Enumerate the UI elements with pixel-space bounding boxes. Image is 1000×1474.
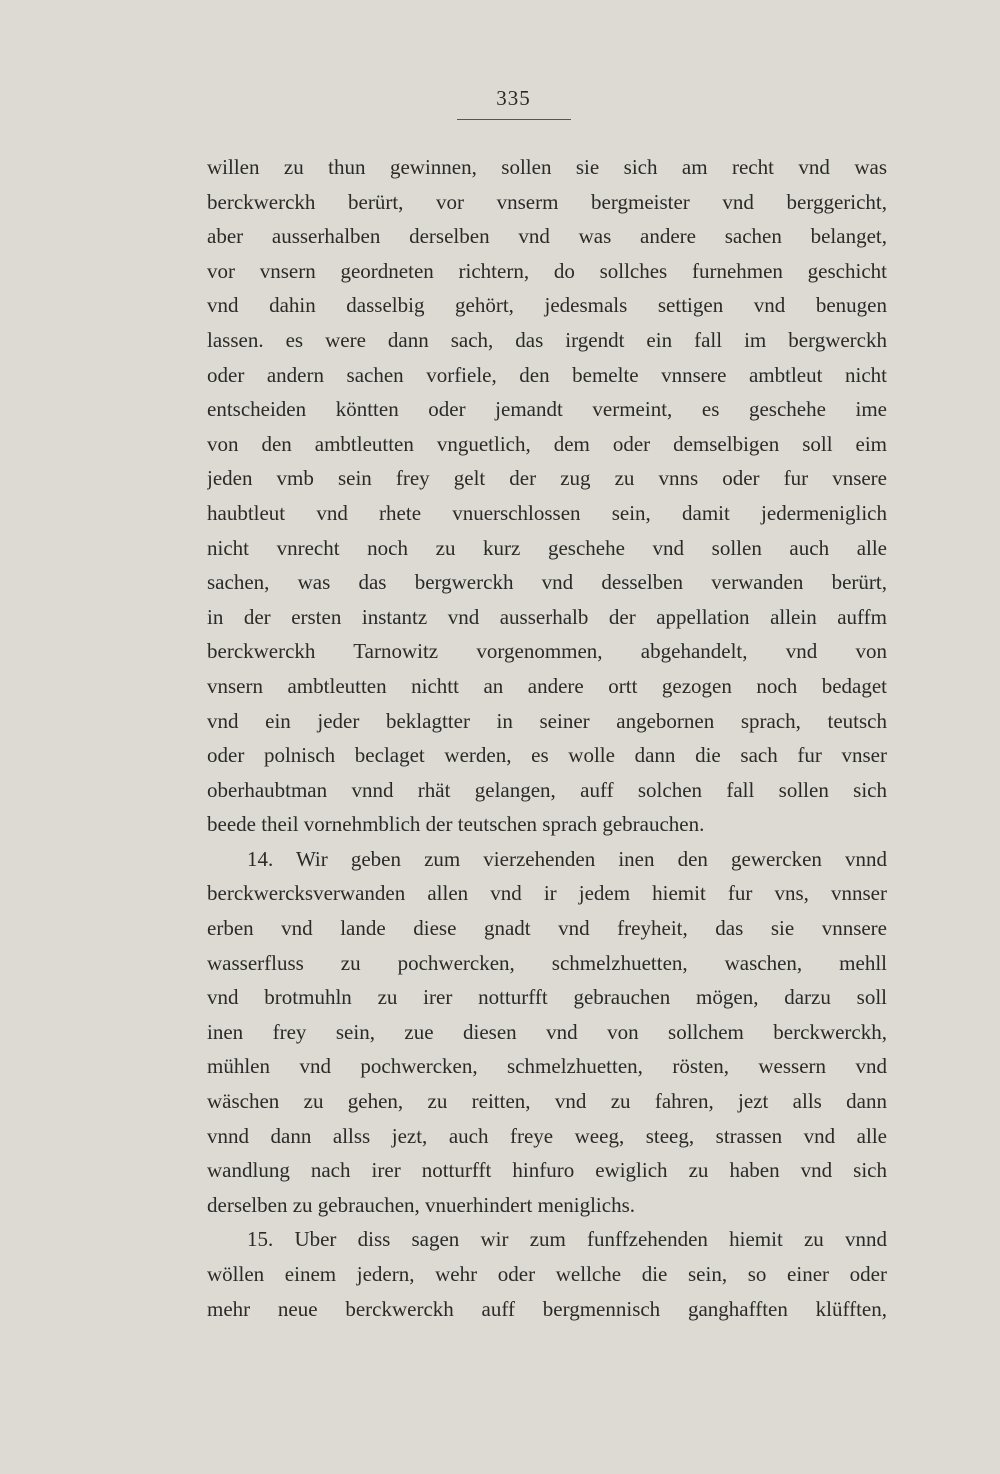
text-line: vnnd dann allss jezt, auch freye weeg, steeg, strassen vnd alle [207, 1123, 887, 1148]
text-line: oder polnisch beclaget werden, es wolle dann die sach fur vnser [207, 743, 887, 768]
page-number-rule [457, 119, 571, 120]
text-line: vnd ein jeder beklagtter in seiner angebornen sprach, teutsch [207, 708, 887, 733]
text-line: jeden vmb sein frey gelt der zug zu vnns oder fur vnsere [207, 466, 887, 491]
text-line: wandlung nach irer notturfft hinfuro ewiglich zu haben vnd sich [207, 1158, 887, 1183]
text-line: erben vnd lande diese gnadt vnd freyheit, das sie vnnsere [207, 916, 887, 941]
text-line: oberhaubtman vnnd rhät gelangen, auff solchen fall sollen sich [207, 777, 887, 802]
text-line: mühlen vnd pochwercken, schmelzhuetten, rösten, wessern vnd [207, 1054, 887, 1079]
text-line: berckwerckh berürt, vor vnserm bergmeister vnd berggericht, [207, 189, 887, 214]
text-line: wasserfluss zu pochwercken, schmelzhuetten, waschen, mehll [207, 950, 887, 975]
text-line: in der ersten instantz vnd ausserhalb der appellation allein auffm [207, 604, 887, 629]
body-text [207, 150, 887, 1326]
text-line: beede theil vornehmblich der teutschen sprach gebrauchen. [207, 812, 705, 837]
text-line: lassen. es were dann sach, das irgendt ein fall im bergwerckh [207, 327, 887, 352]
page-number: 335 [496, 86, 531, 110]
text-line: inen frey sein, zue diesen vnd von sollchem berckwerckh, [207, 1019, 887, 1044]
text-line: mehr neue berckwerckh auff bergmennisch ganghafften klüfften, [207, 1296, 887, 1321]
text-line: derselben zu gebrauchen, vnuerhindert meniglichs. [207, 1192, 636, 1217]
text-line: nicht vnrecht noch zu kurz geschehe vnd sollen auch alle [207, 535, 887, 560]
text-line: sachen, was das bergwerckh vnd desselben verwanden berürt, [207, 570, 887, 595]
text-line: vnsern ambtleutten nichtt an andere ortt gezogen noch bedaget [207, 673, 887, 698]
text-line: aber ausserhalben derselben vnd was andere sachen belanget, [207, 224, 887, 249]
text-line: haubtleut vnd rhete vnuerschlossen sein, damit jedermeniglich [207, 500, 887, 525]
text-line: willen zu thun gewinnen, sollen sie sich am recht vnd was [207, 155, 887, 179]
text-line: vor vnsern geordneten richtern, do sollches furnehmen geschicht [207, 258, 887, 283]
text-line: oder andern sachen vorfiele, den bemelte vnnsere ambtleut nicht [207, 362, 887, 387]
text-line: berckwerckh Tarnowitz vorgenommen, abgehandelt, vnd von [207, 639, 887, 664]
text-line: 15. Uber diss sagen wir zum funffzehenden hiemit zu vnnd [247, 1227, 887, 1252]
text-line: 14. Wir geben zum vierzehenden inen den gewercken vnnd [247, 846, 887, 871]
text-line: vnd brotmuhln zu irer notturfft gebrauchen mögen, darzu soll [207, 985, 887, 1010]
text-line: von den ambtleutten vnguetlich, dem oder demselbigen soll eim [207, 431, 887, 456]
text-line: berckwercksverwanden allen vnd ir jedem hiemit fur vns, vnnser [207, 881, 887, 906]
text-line: vnd dahin dasselbig gehört, jedesmals settigen vnd benugen [207, 293, 887, 318]
text-line: wäschen zu gehen, zu reitten, vnd zu fahren, jezt alls dann [207, 1089, 887, 1114]
text-line: entscheiden köntten oder jemandt vermeint, es geschehe ime [207, 397, 887, 422]
text-line: wöllen einem jedern, wehr oder wellche die sein, so einer oder [207, 1262, 887, 1286]
